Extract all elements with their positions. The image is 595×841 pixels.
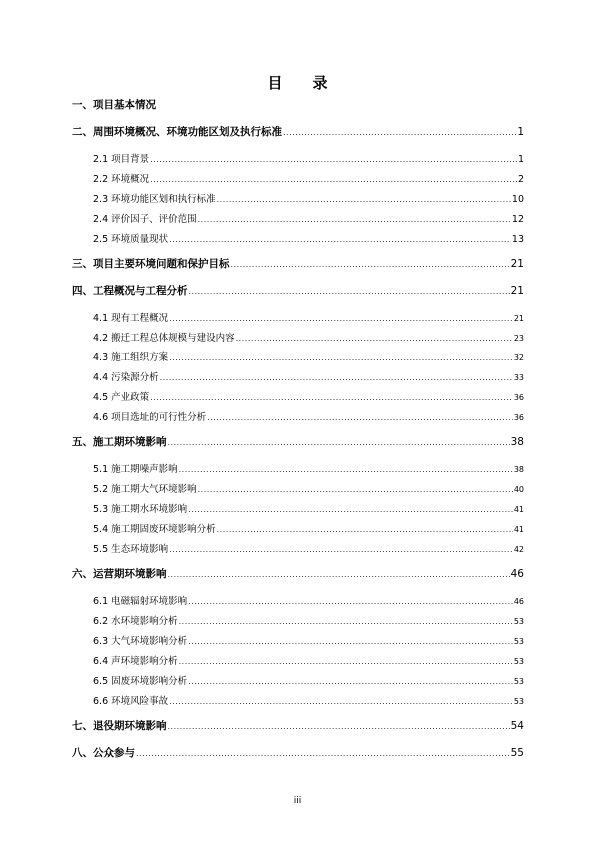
toc-entry-label: 2.4 评价因子、评价范围 bbox=[93, 214, 197, 225]
toc-dot-leader bbox=[168, 722, 510, 731]
toc-section-entry[interactable] bbox=[72, 97, 524, 112]
toc-dot-leader bbox=[188, 597, 513, 606]
toc-entry-page-number: 46 bbox=[513, 597, 524, 606]
toc-entry-label: 6.5 固废环境影响分析 bbox=[93, 676, 188, 687]
toc-entry-page-number: 53 bbox=[513, 677, 524, 686]
toc-subsection-entry[interactable] bbox=[93, 171, 524, 185]
toc-entry-page-number: 42 bbox=[513, 545, 524, 554]
toc-section-entry[interactable] bbox=[72, 566, 524, 581]
toc-entry-page-number: 10 bbox=[511, 194, 524, 205]
toc-entry-label: 5.4 施工期固废环境影响分析 bbox=[93, 524, 216, 535]
toc-entry-label: 2.2 环境概况 bbox=[93, 174, 150, 185]
toc-entry-page-number: 21 bbox=[510, 258, 524, 270]
toc-subsection-entry[interactable] bbox=[93, 151, 524, 165]
toc-entry-page-number: 38 bbox=[513, 465, 524, 474]
toc-entry-page-number: 55 bbox=[510, 747, 524, 759]
toc-section-entry[interactable] bbox=[72, 434, 524, 449]
toc-entry-page-number: 21 bbox=[513, 314, 524, 323]
toc-entry-page-number: 41 bbox=[513, 525, 524, 534]
toc-section-entry[interactable] bbox=[72, 124, 524, 139]
toc-entry-page-number: 1 bbox=[517, 154, 524, 165]
toc-entry-page-number: 54 bbox=[510, 720, 524, 732]
toc-section-entry[interactable] bbox=[72, 718, 524, 733]
toc-entry-label: 六、运营期环境影响 bbox=[72, 568, 167, 580]
toc-entry-page-number: 33 bbox=[513, 373, 524, 382]
toc-entry-label: 八、公众参与 bbox=[72, 747, 135, 759]
toc-subsection-entry[interactable] bbox=[93, 330, 524, 344]
toc-entry-page-number: 36 bbox=[513, 393, 524, 402]
toc-dot-leader bbox=[179, 465, 513, 474]
toc-subsection-entry[interactable] bbox=[93, 613, 524, 627]
toc-dot-leader bbox=[198, 215, 511, 224]
toc-entry-label: 6.3 大气环境影响分析 bbox=[93, 636, 188, 647]
toc-entry-label: 5.2 施工期大气环境影响 bbox=[93, 484, 197, 495]
toc-entry-label: 2.3 环境功能区划和执行标准 bbox=[93, 194, 216, 205]
toc-entry-label: 5.3 施工期水环境影响 bbox=[93, 504, 188, 515]
toc-dot-leader bbox=[169, 314, 513, 323]
toc-entry-label: 五、施工期环境影响 bbox=[72, 436, 167, 448]
toc-subsection-entry[interactable] bbox=[93, 409, 524, 423]
toc-subsection-entry[interactable] bbox=[93, 673, 524, 687]
toc-entry-label: 4.3 施工组织方案 bbox=[93, 352, 169, 363]
toc-dot-leader bbox=[179, 657, 513, 666]
toc-subsection-entry[interactable] bbox=[93, 481, 524, 495]
toc-subsection-entry[interactable] bbox=[93, 211, 524, 225]
toc-dot-leader bbox=[169, 353, 513, 362]
toc-entry-page-number: 46 bbox=[510, 568, 524, 580]
toc-subsection-entry[interactable] bbox=[93, 653, 524, 667]
toc-dot-leader bbox=[169, 545, 513, 554]
toc-subsection-entry[interactable] bbox=[93, 349, 524, 363]
toc-section-entry[interactable] bbox=[72, 256, 524, 271]
toc-dot-leader bbox=[236, 334, 513, 343]
toc-dot-leader bbox=[283, 128, 516, 137]
toc-dot-leader bbox=[179, 617, 513, 626]
toc-dot-leader bbox=[168, 438, 510, 447]
toc-entry-label: 三、项目主要环境问题和保护目标 bbox=[72, 258, 230, 270]
toc-entry-label: 6.1 电磁辐射环境影响 bbox=[93, 596, 188, 607]
toc-entry-page-number: 40 bbox=[513, 485, 524, 494]
toc-subsection-entry[interactable] bbox=[93, 541, 524, 555]
page-title-right: 录 bbox=[312, 74, 328, 92]
toc-entry-label: 4.6 项目选址的可行性分析 bbox=[93, 412, 207, 423]
toc-entry-label: 6.6 环境风险事故 bbox=[93, 696, 169, 707]
toc-section-entry[interactable] bbox=[72, 745, 524, 760]
toc-dot-leader bbox=[150, 155, 517, 164]
toc-entry-page-number: 53 bbox=[513, 617, 524, 626]
toc-entry-label: 4.5 产业政策 bbox=[93, 392, 150, 403]
toc-subsection-entry[interactable] bbox=[93, 310, 524, 324]
toc-entry-label: 4.4 污染源分析 bbox=[93, 372, 159, 383]
toc-entry-page-number: 23 bbox=[513, 334, 524, 343]
toc-subsection-entry[interactable] bbox=[93, 231, 524, 245]
toc-dot-leader bbox=[136, 749, 510, 758]
toc-subsection-entry[interactable] bbox=[93, 369, 524, 383]
toc-dot-leader bbox=[160, 373, 513, 382]
toc-entry-page-number: 2 bbox=[517, 174, 524, 185]
toc-dot-leader bbox=[217, 525, 513, 534]
toc-subsection-entry[interactable] bbox=[93, 461, 524, 475]
toc-entry-label: 2.5 环境质量现状 bbox=[93, 234, 169, 245]
toc-dot-leader bbox=[198, 485, 513, 494]
toc-entry-page-number: 12 bbox=[511, 214, 524, 225]
toc-dot-leader bbox=[169, 697, 513, 706]
toc-entry-label: 二、周围环境概况、环境功能区划及执行标准 bbox=[72, 126, 282, 138]
toc-dot-leader bbox=[188, 637, 513, 646]
toc-dot-leader bbox=[169, 235, 511, 244]
toc-entry-label: 6.2 水环境影响分析 bbox=[93, 616, 178, 627]
toc-entry-page-number: 38 bbox=[510, 436, 524, 448]
toc-entry-label: 七、退役期环境影响 bbox=[72, 720, 167, 732]
toc-entry-label: 2.1 项目背景 bbox=[93, 154, 150, 165]
toc-entry-page-number: 53 bbox=[513, 657, 524, 666]
toc-section-entry[interactable] bbox=[72, 283, 524, 298]
toc-subsection-entry[interactable] bbox=[93, 191, 524, 205]
page-title-left: 目 bbox=[267, 74, 283, 92]
toc-dot-leader bbox=[188, 677, 513, 686]
toc-entry-page-number: 21 bbox=[510, 285, 524, 297]
toc-dot-leader bbox=[150, 393, 513, 402]
toc-dot-leader bbox=[207, 413, 513, 422]
toc-entry-page-number: 1 bbox=[517, 126, 524, 138]
toc-entry-label: 5.1 施工期噪声影响 bbox=[93, 464, 178, 475]
toc-entry-label: 6.4 声环境影响分析 bbox=[93, 656, 178, 667]
toc-dot-leader bbox=[188, 505, 513, 514]
toc-dot-leader bbox=[150, 175, 517, 184]
toc-subsection-entry[interactable] bbox=[93, 389, 524, 403]
toc-subsection-entry[interactable] bbox=[93, 633, 524, 647]
toc-entry-page-number: 41 bbox=[513, 505, 524, 514]
toc-subsection-entry[interactable] bbox=[93, 521, 524, 535]
toc-subsection-entry[interactable] bbox=[93, 693, 524, 707]
toc-entry-label: 4.2 搬迁工程总体规模与建设内容 bbox=[93, 333, 235, 344]
toc-subsection-entry[interactable] bbox=[93, 501, 524, 515]
toc-entry-page-number: 36 bbox=[513, 413, 524, 422]
page-number: iii bbox=[293, 796, 302, 806]
toc-subsection-entry[interactable] bbox=[93, 593, 524, 607]
toc-dot-leader bbox=[217, 195, 511, 204]
toc-entry-page-number: 53 bbox=[513, 697, 524, 706]
toc-entry-label: 4.1 现有工程概况 bbox=[93, 313, 169, 324]
toc-entry-label: 四、工程概况与工程分析 bbox=[72, 285, 188, 297]
toc-dot-leader bbox=[189, 287, 510, 296]
toc-entry-page-number: 13 bbox=[511, 234, 524, 245]
toc-entry-page-number: 53 bbox=[513, 637, 524, 646]
toc-entry-page-number: 32 bbox=[513, 353, 524, 362]
toc-entry-label: 5.5 生态环境影响 bbox=[93, 544, 169, 555]
toc-dot-leader bbox=[231, 260, 510, 269]
toc-dot-leader bbox=[168, 570, 510, 579]
toc-entry-label: 一、项目基本情况 bbox=[72, 99, 156, 111]
